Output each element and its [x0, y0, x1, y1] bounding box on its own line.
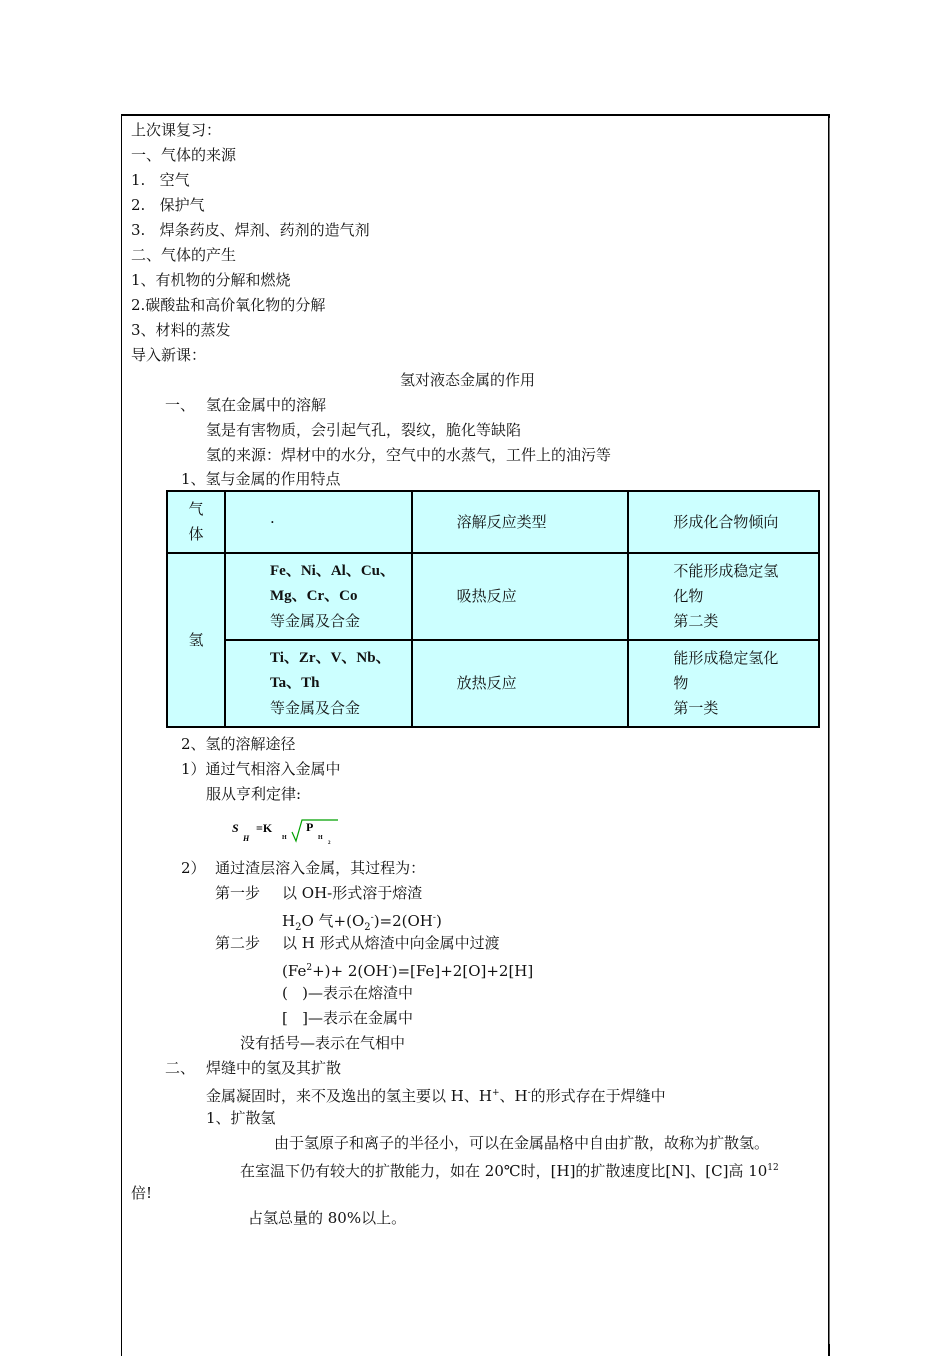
formula-sub-2: 2	[328, 841, 331, 846]
metals-line: Ti、Zr、V、Nb、	[270, 650, 391, 666]
paragraph	[206, 1083, 666, 1106]
step-text: 以 OH-形式溶于熔渣	[282, 884, 423, 902]
header-reaction: 溶解反应类型	[412, 491, 629, 553]
subsection-heading: 2、氢的溶解途径	[181, 735, 296, 753]
hydrogen-metal-table	[166, 490, 820, 728]
paragraph: 2） 通过渣层溶入金属，其过程为：	[181, 859, 426, 877]
list-item: 3. 焊条药皮、焊剂、药剂的造气剂	[131, 221, 370, 239]
equation-2	[282, 958, 533, 981]
metals-cell	[225, 553, 412, 640]
tendency-line: 第一类	[673, 699, 719, 717]
section-heading: 氢在金属中的溶解	[206, 396, 327, 414]
text-sup: +	[491, 1088, 500, 1098]
tendency-line: 物	[673, 674, 689, 692]
section-heading: 焊缝中的氢及其扩散	[206, 1059, 342, 1077]
heading-number: 二、	[165, 1059, 196, 1077]
eq-text: +)+ 2(OH	[312, 962, 389, 980]
header-dot: ·	[225, 491, 412, 553]
paragraph: 1）通过气相溶入金属中	[181, 760, 341, 778]
metals-line: 等金属及合金	[270, 699, 361, 717]
subsection-heading: 1、扩散氢	[206, 1109, 276, 1127]
text-run: 在室温下仍有较大的扩散能力，如在 20℃时，[H]的扩散速度比[N]、[C]高 10	[240, 1162, 768, 1180]
tendency-cell	[628, 553, 819, 640]
eq-sup: -	[388, 963, 392, 973]
eq-text: H	[282, 912, 296, 930]
section-title: 一、气体的来源	[131, 146, 237, 164]
eq-text: (Fe	[282, 962, 307, 980]
list-item: 3、材料的蒸发	[131, 321, 231, 339]
heading-number: 一、	[165, 396, 196, 414]
paragraph: 氢的来源：焊材中的水分，空气中的水蒸气，工件上的油污等	[206, 446, 612, 464]
eq-sub: 2	[295, 922, 302, 933]
paragraph: 倍!	[131, 1184, 153, 1202]
formula-eq-k: =K	[256, 821, 273, 835]
tendency-line: 第二类	[673, 612, 719, 630]
header-gas	[167, 491, 225, 553]
eq-sub: 2	[364, 922, 371, 933]
paragraph: 由于氢原子和离子的半径小，可以在金属晶格中自由扩散，故称为扩散氢。	[274, 1134, 770, 1152]
tendency-line: 能形成稳定氢化	[673, 649, 779, 667]
sqrt-radical	[292, 820, 338, 841]
text-run: 、H	[499, 1087, 528, 1105]
table-row	[167, 640, 819, 727]
header-gas-line: 体	[188, 525, 204, 543]
table-header-row	[167, 491, 819, 553]
table-row	[167, 553, 819, 640]
text-sup: 12	[767, 1163, 779, 1173]
paragraph: 占氢总量的 80%以上。	[248, 1209, 407, 1227]
tendency-cell	[628, 640, 819, 727]
lesson-title: 氢对液态金属的作用	[400, 371, 536, 389]
formula-p: P	[306, 820, 314, 834]
tendency-line: 不能形成稳定氢	[673, 562, 779, 580]
text-run: 金属凝固时，来不及逸出的氢主要以 H、H	[206, 1087, 492, 1105]
metals-line: Ta、Th	[270, 675, 320, 691]
eq-sup: -	[370, 913, 374, 923]
list-item: 2. 保护气	[131, 196, 205, 214]
formula-s: S	[232, 821, 239, 835]
section-title: 二、气体的产生	[131, 246, 237, 264]
text-sup: -	[527, 1088, 531, 1098]
notation-note: ( )—表示在熔渣中	[282, 984, 414, 1002]
notation-note: 没有括号—表示在气相中	[240, 1034, 406, 1052]
reaction-cell: 放热反应	[412, 640, 629, 727]
eq-text: )=2(OH	[373, 912, 433, 930]
eq-sup: 2	[306, 963, 313, 973]
step-label: 第一步	[215, 884, 261, 902]
eq-text: )=[Fe]+2[O]+2[H]	[391, 962, 534, 980]
gas-cell: 氢	[167, 553, 225, 727]
formula-sub-h: H	[318, 835, 323, 841]
list-item: 2.碳酸盐和高价氧化物的分解	[131, 296, 326, 314]
subsection-heading: 1、氢与金属的作用特点	[181, 470, 341, 488]
header-tendency: 形成化合物倾向	[628, 491, 819, 553]
henry-law-formula	[232, 814, 342, 850]
paragraph: 服从亨利定律:	[206, 785, 302, 803]
step-label: 第二步	[215, 934, 261, 952]
list-item: 1. 空气	[131, 171, 190, 189]
metals-cell	[225, 640, 412, 727]
formula-sub-h: H	[243, 834, 250, 843]
notation-note: [ ]—表示在金属中	[282, 1009, 414, 1027]
reaction-cell: 吸热反应	[412, 553, 629, 640]
paragraph	[240, 1158, 779, 1181]
text-run: 的形式存在于焊缝中	[530, 1087, 666, 1105]
metals-line: Fe、Ni、Al、Cu、	[270, 563, 396, 579]
formula-sub-h: H	[282, 835, 287, 841]
header-gas-line: 气	[188, 500, 204, 518]
review-title: 上次课复习：	[131, 121, 222, 139]
eq-text: O 气+(O	[301, 912, 365, 930]
metals-line: Mg、Cr、Co	[270, 588, 358, 604]
intro-label: 导入新课：	[131, 346, 207, 364]
metals-line: 等金属及合金	[270, 612, 361, 630]
step-text: 以 H 形式从熔渣中向金属中过渡	[282, 934, 500, 952]
tendency-line: 化物	[673, 587, 704, 605]
eq-text: )	[435, 912, 442, 930]
eq-sup: -	[432, 913, 436, 923]
paragraph: 氢是有害物质，会引起气孔，裂纹，脆化等缺陷	[206, 421, 522, 439]
frame-shadow	[829, 118, 830, 1344]
list-item: 1、有机物的分解和燃烧	[131, 271, 291, 289]
